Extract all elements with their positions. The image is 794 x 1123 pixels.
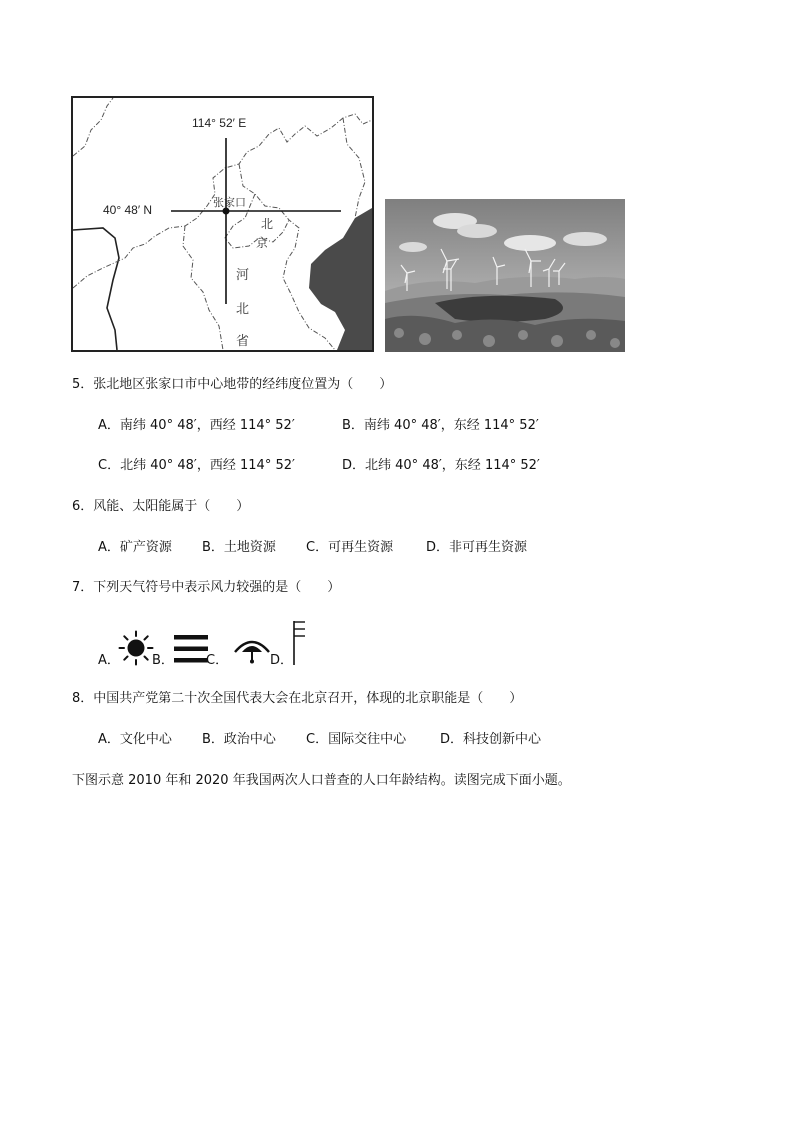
q6-option-d[interactable]: D．非可再生资源 xyxy=(426,540,528,555)
q5-option-a[interactable]: A．南纬 40° 48′，西经 114° 52′ xyxy=(98,418,295,433)
q8-option-d[interactable]: D．科技创新中心 xyxy=(440,732,542,747)
section-intro: 下图示意 2010 年和 2020 年我国两次人口普查的人口年龄结构。读图完成下面小题。 xyxy=(72,773,571,788)
q6-option-c[interactable]: C．可再生资源 xyxy=(306,540,394,555)
q7-option-a[interactable]: A． xyxy=(98,653,120,668)
q7-option-b[interactable]: B． xyxy=(152,653,174,668)
wind-flag-icon xyxy=(290,620,310,666)
hebei-label-3: 省 xyxy=(236,334,250,349)
q8-option-c[interactable]: C．国际交往中心 xyxy=(306,732,407,747)
question-5: 5．张北地区张家口市中心地带的经纬度位置为（ ） xyxy=(72,377,393,392)
question-8: 8．中国共产党第二十次全国代表大会在北京召开，体现的北京职能是（ ） xyxy=(72,691,523,706)
q5-option-b[interactable]: B．南纬 40° 48′，东经 114° 52′ xyxy=(342,418,539,433)
wind-turbine-photo xyxy=(385,199,625,352)
hebei-label-1: 河 xyxy=(236,268,250,283)
wind-turbine-scene xyxy=(385,199,625,352)
q6-option-b[interactable]: B．土地资源 xyxy=(202,540,276,555)
question-6: 6．风能、太阳能属于（ ） xyxy=(72,499,250,514)
map-drawing xyxy=(73,98,372,350)
beijing-label-2: 京 xyxy=(256,236,269,250)
q6-option-a[interactable]: A．矿产资源 xyxy=(98,540,172,555)
question-7: 7．下列天气符号中表示风力较强的是（ ） xyxy=(72,580,341,595)
q8-option-b[interactable]: B．政治中心 xyxy=(202,732,276,747)
city-label: 张家口 xyxy=(213,196,246,209)
beijing-label-1: 北 xyxy=(261,217,274,231)
q8-option-a[interactable]: A．文化中心 xyxy=(98,732,172,747)
latitude-label: 40° 48′ N xyxy=(103,203,153,217)
q7-option-c[interactable]: C． xyxy=(206,653,229,668)
hebei-label-2: 北 xyxy=(236,302,250,317)
q5-option-c[interactable]: C．北纬 40° 48′，西经 114° 52′ xyxy=(98,458,295,473)
q5-option-d[interactable]: D．北纬 40° 48′，东经 114° 52′ xyxy=(342,458,540,473)
q7-option-d[interactable]: D． xyxy=(270,653,294,668)
map-figure xyxy=(71,96,374,352)
sun-icon xyxy=(118,630,154,666)
fog-icon xyxy=(174,634,208,664)
rain-umbrella-icon xyxy=(232,634,272,664)
longitude-label: 114° 52′ E xyxy=(192,116,247,130)
